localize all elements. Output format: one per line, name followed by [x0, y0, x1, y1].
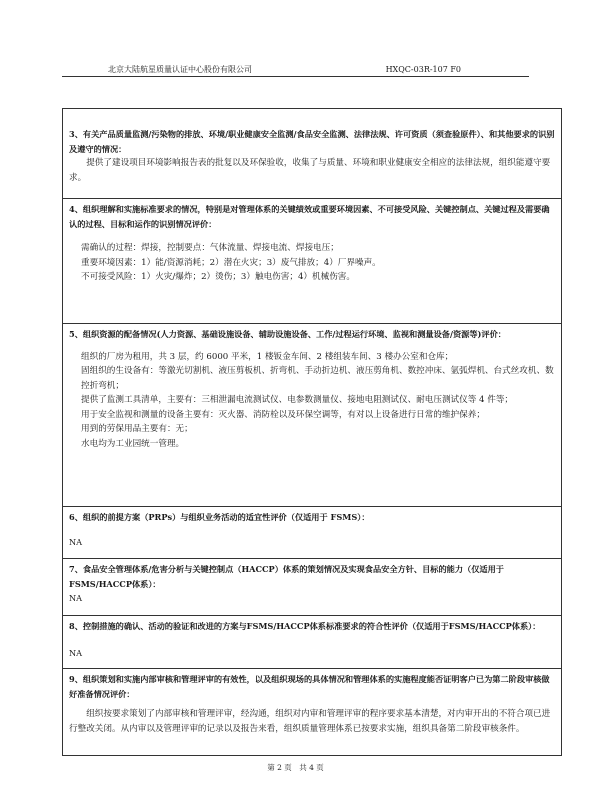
section-7	[63, 559, 561, 616]
section-4-body	[63, 231, 561, 285]
evaluation-form	[62, 108, 562, 756]
section-4	[63, 199, 561, 324]
section-5-para-4: 用于安全监视和测量的设备主要有：灭火器、消防栓以及环保空调等，有对以上设备进行日常的维护保养；	[81, 409, 485, 420]
section-4-heading: 4、组织理解和实施标准要求的情况，特别是对管理体系的关键绩效或重要环境因素、不可接受风险、关键控制点、关键过程及需要确认的过程、目标和运作的识别情况评价：	[69, 204, 550, 229]
section-4-line-2: 重要环境因素：1）能/资源消耗；2）潜在火灾；3）废气排放；4）厂界噪声。	[81, 257, 381, 268]
section-8-value: NA	[69, 647, 83, 658]
section-5	[63, 324, 561, 507]
section-5-heading: 5、组织资源的配备情况(人力资源、基础设施设备、辅助设施设备、工作/过程运行环境、监视和测量设备/资源等)评价：	[69, 329, 506, 339]
section-5-para-3: 提供了监测工具清单，主要有：三相泄漏电流测试仪、电参数测量仪、接地电阻测试仪、耐电压测试仪等 4 件等；	[81, 395, 514, 405]
section-3-body	[63, 156, 561, 185]
section-6-heading: 6、组织的前提方案（PRPs）与组织业务活动的适宜性评价（仅适用于 FSMS）：	[69, 512, 370, 522]
company-name: 北京大陆航星质量认证中心股份有限公司	[108, 65, 252, 74]
section-9	[63, 669, 561, 757]
section-7-heading: 7、食品安全管理体系/危害分析与关键控制点（HACCP）体系的策划情况及实现食品安全方针、目标的能力（仅适用于 FSMS/HACCP体系）：	[69, 564, 504, 589]
section-9-text: 组织按要求策划了内部审核和管理评审，经沟通，组织对内审和管理评审的程序要求基本清楚，对内审开出的不符合项已进行整改关闭。从内审以及管理评审的记录以及报告来看，组织质量管理体系已按要求实施，组织具备第二阶段审核条件。	[69, 709, 551, 734]
section-8-heading: 8、控制措施的确认、活动的验证和改进的方案与FSMS/HACCP体系标准要求的符合性评价（仅适用于FSMS/HACCP体系）：	[69, 621, 541, 631]
document-number: HXQC-03R-107 F0	[385, 65, 461, 74]
section-4-line-3: 不可接受风险：1）火灾/爆炸；2）烫伤；3）触电伤害；4）机械伤害。	[81, 272, 355, 282]
section-7-value: NA	[69, 593, 83, 603]
section-9-heading: 9、组织策划和实施内部审核和管理评审的有效性，以及组织现场的具体情况和管理体系的实施程度能否证明客户已为第二阶段审核做好准备情况评价：	[69, 674, 550, 699]
section-9-body	[63, 701, 561, 736]
section-6	[63, 507, 561, 559]
page-header	[62, 60, 529, 77]
section-5-para-2: 固组织的生设备有：等激光切割机、液压剪板机、折弯机、手动折边机、液压剪角机、数控冲床、氩弧焊机、台式丝攻机、数控折弯机；	[81, 366, 554, 391]
section-3-text: 提供了建设项目环境影响报告表的批复以及环保验收，收集了与质量、环境和职业健康安全相应的法律法规，组织能遵守要求。	[69, 158, 551, 183]
section-5-para-6: 水电均为工业园统一管理。	[81, 438, 185, 449]
section-5-body	[63, 342, 561, 452]
section-3	[63, 109, 561, 199]
section-6-value: NA	[69, 536, 83, 547]
section-5-para-1: 组织的厂房为租用，共 3 层，约 6000 平米，1 楼钣金车间、2 楼组装车间、3 楼办公室和仓库；	[81, 351, 454, 362]
section-8	[63, 616, 561, 669]
page-number: 第 2 页 共 4 页	[267, 763, 324, 772]
section-5-para-5: 用到的劳保用品主要有：无；	[81, 424, 193, 434]
section-4-line-1: 需确认的过程：焊接，控制要点：气体流量、焊接电流、焊接电压；	[81, 243, 339, 253]
section-3-heading: 3、有关产品质量监测/污染物的排放、环境/职业健康安全监测/食品安全监测、法律法规、许可资质（须查验原件）、和其他要求的识别及遵守的情况：	[69, 129, 555, 154]
